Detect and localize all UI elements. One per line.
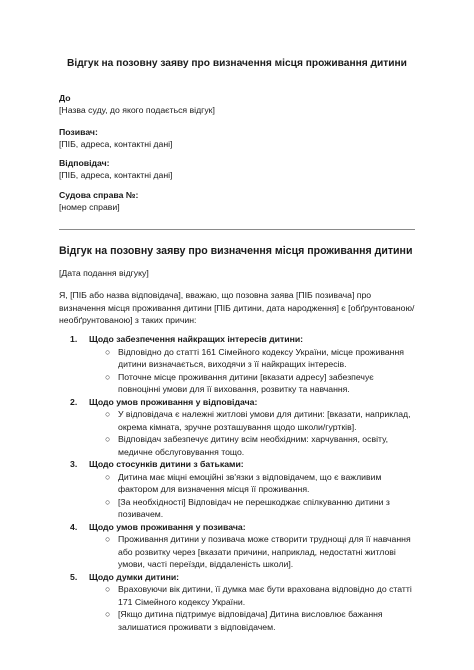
reason-bullet bbox=[70, 533, 416, 571]
plaintiff-label: Позивач: bbox=[59, 127, 98, 137]
bullet-text: Дитина має міцні емоційні зв'язки з відповідачем, що є важливим фактором для визначення місця її проживання. bbox=[118, 471, 382, 494]
reason-heading bbox=[70, 458, 416, 471]
bullet-text: [За необхідності] Відповідач не перешкоджає спілкуванню дитини з позивачем. bbox=[118, 496, 390, 519]
reason-number: 2. bbox=[70, 396, 78, 407]
bullet-text: Відповідач забезпечує дитину всім необхідним: харчування, освіту, медичне обслуговування тощо. bbox=[118, 434, 388, 457]
bullet-icon: ○ bbox=[105, 371, 111, 382]
reason-section bbox=[70, 458, 416, 521]
reason-bullet bbox=[70, 433, 416, 458]
reason-bullet bbox=[70, 496, 416, 521]
bullet-icon: ○ bbox=[105, 496, 111, 507]
bullet-icon: ○ bbox=[105, 409, 111, 419]
date-placeholder: [Дата подання відгуку] bbox=[59, 268, 149, 278]
to-label: До bbox=[59, 93, 71, 103]
bullet-text: Поточне місце проживання дитини [вказати адресу] забезпечує повноцінні умови для її виховання, розвитку та навчання. bbox=[118, 371, 374, 394]
reason-number: 4. bbox=[70, 521, 78, 532]
reason-heading bbox=[70, 571, 416, 584]
reason-number: 3. bbox=[70, 459, 78, 469]
reason-bullet bbox=[70, 346, 416, 371]
bullet-text: У відповідача є належні житлові умови для дитини: [вказати, наприклад, окрема кімната, зручне розташування щодо школи/гуртків]. bbox=[118, 409, 411, 432]
reason-heading bbox=[70, 333, 416, 346]
bullet-icon: ○ bbox=[105, 584, 111, 594]
bullet-text: [Якщо дитина підтримує відповідача] Дитина висловлює бажання залишатися проживати з відповідачем. bbox=[118, 609, 383, 632]
bullet-icon: ○ bbox=[105, 434, 111, 444]
plaintiff-block bbox=[59, 126, 172, 150]
reason-title: Щодо стосунків дитини з батьками: bbox=[89, 459, 244, 469]
reason-title: Щодо забезпечення найкращих інтересів дитини: bbox=[89, 334, 304, 344]
to-value: [Назва суду, до якого подається відгук] bbox=[59, 105, 215, 115]
reason-bullet bbox=[70, 583, 416, 608]
document-title: Відгук на позовну заяву про визначення місця проживання дитини bbox=[67, 58, 407, 69]
bullet-text: Проживання дитини у позивача може створити труднощі для її навчання або розвитку через [вказати причини, наприклад, недостатні житлові умови, часті переїзди, віддаленість школи]. bbox=[118, 534, 411, 569]
reason-heading bbox=[70, 521, 416, 534]
reason-bullet bbox=[70, 371, 416, 396]
document-heading: Відгук на позовну заяву про визначення місця проживання дитини bbox=[59, 245, 413, 257]
bullet-icon: ○ bbox=[105, 534, 111, 544]
reason-section bbox=[70, 571, 416, 634]
reason-bullet bbox=[70, 408, 416, 433]
reason-number: 5. bbox=[70, 571, 78, 582]
reason-heading bbox=[70, 396, 416, 409]
reason-bullet bbox=[70, 471, 416, 496]
reason-title: Щодо умов проживання у відповідача: bbox=[89, 396, 258, 407]
defendant-block bbox=[59, 157, 172, 181]
reasons-list bbox=[70, 333, 416, 633]
case-block bbox=[59, 189, 138, 213]
reason-title: Щодо думки дитини: bbox=[89, 571, 180, 582]
reason-number: 1. bbox=[70, 334, 78, 344]
reason-section bbox=[70, 333, 416, 396]
case-value: [номер справи] bbox=[59, 202, 120, 212]
case-label: Судова справа №: bbox=[59, 190, 139, 200]
bullet-icon: ○ bbox=[105, 609, 111, 619]
defendant-label: Відповідач: bbox=[59, 158, 110, 168]
court-block bbox=[59, 92, 215, 116]
reason-section bbox=[70, 396, 416, 459]
reason-bullet bbox=[70, 608, 416, 633]
intro-paragraph: Я, [ПІБ або назва відповідача], вважаю, що позовна заява [ПІБ позивача] про визначення місця проживання дитини [ПІБ дитини, дата народження] є [обґрунтованою/необґрунтованою] з таких причин: bbox=[59, 290, 415, 325]
bullet-text: Враховуючи вік дитини, її думка має бути врахована відповідно до статті 171 Сімейного кодексу України. bbox=[118, 584, 412, 607]
plaintiff-value: [ПІБ, адреса, контактні дані] bbox=[59, 139, 173, 149]
reason-section bbox=[70, 521, 416, 571]
horizontal-divider bbox=[59, 229, 415, 230]
bullet-text: Відповідно до статті 161 Сімейного кодексу України, місце проживання дитини визначається, виходячи з її найкращих інтересів. bbox=[118, 346, 404, 369]
defendant-value: [ПІБ, адреса, контактні дані] bbox=[59, 170, 173, 180]
bullet-icon: ○ bbox=[105, 471, 111, 482]
reason-title: Щодо умов проживання у позивача: bbox=[89, 521, 246, 532]
bullet-icon: ○ bbox=[105, 346, 111, 357]
